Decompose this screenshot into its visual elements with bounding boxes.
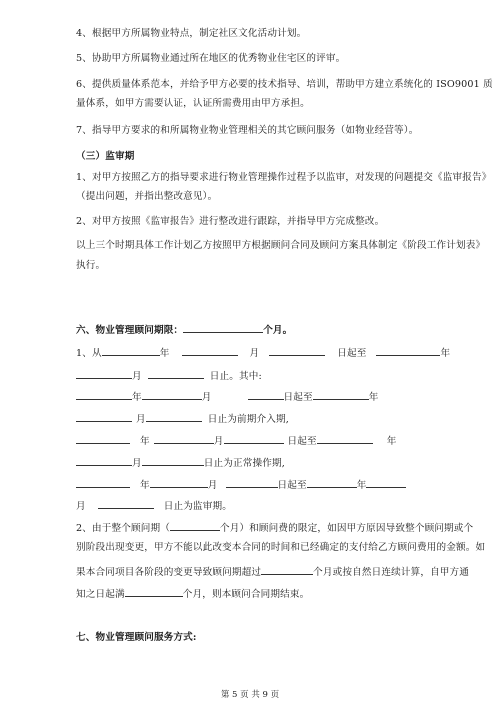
date-row-7: 年 月 日起至 年 — [76, 476, 406, 493]
item-4: 4、根据甲方所属物业特点，制定社区文化活动计划。 — [76, 28, 307, 39]
term-months-blank[interactable] — [183, 321, 263, 333]
item-7: 7、指导甲方要求的和所属物业物业管理相关的其它顾问服务（如物业经营等）。 — [76, 125, 419, 136]
blank[interactable] — [142, 388, 202, 400]
date-row-8: 月 日止为监审期。 — [76, 497, 232, 514]
blank[interactable] — [125, 585, 183, 597]
blank[interactable] — [76, 432, 130, 444]
heading-audit-period: （三）监审期 — [76, 151, 135, 162]
section-6-unit: 个月。 — [263, 325, 293, 336]
blank[interactable] — [102, 344, 160, 356]
term-change-1: 2、由于整个顾问期（ 个月）和顾问费的限定，如因甲方原因导致整个顾问期或个 — [76, 519, 473, 536]
date-row-4: 月 日止为前期介入期, — [76, 410, 289, 427]
audit-item-1-cont: （提出问题，并指出整改意见）。 — [76, 191, 218, 202]
blank[interactable] — [261, 563, 313, 575]
blank[interactable] — [76, 476, 130, 488]
blank[interactable] — [317, 432, 373, 444]
blank[interactable] — [76, 388, 132, 400]
date-row-6: 月 日止为正常操作期, — [76, 454, 285, 471]
plan-note-cont: 执行。 — [76, 260, 106, 271]
blank[interactable] — [248, 388, 284, 400]
blank[interactable] — [148, 367, 204, 379]
blank[interactable] — [269, 344, 325, 356]
blank[interactable] — [76, 367, 132, 379]
item-6-cont: 量体系，如甲方需要认证，认证所需费用由甲方承担。 — [76, 98, 310, 109]
date-row-2: 月 日止。其中: — [76, 367, 262, 384]
date-row-5: 年 月 日起至 年 — [76, 432, 396, 449]
blank[interactable] — [154, 432, 214, 444]
section-6-title — [76, 321, 292, 338]
item-6: 6、提供质量体系范本，并给予甲方必要的技术指导、培训，帮助甲方建立系统化的 ISO9001 质 — [76, 79, 493, 90]
section-6-label: 六、物业管理顾问期限： — [76, 325, 184, 336]
blank[interactable] — [76, 410, 132, 422]
blank[interactable] — [142, 454, 204, 466]
blank[interactable] — [98, 497, 154, 509]
term-change-4: 知之日起满 个月，则本顾问合同期结束。 — [76, 585, 309, 602]
item-5: 5、协助甲方所属物业通过所在地区的优秀物业住宅区的评审。 — [76, 53, 346, 64]
blank[interactable] — [224, 432, 284, 444]
blank[interactable] — [76, 454, 132, 466]
audit-item-1: 1、对甲方按照乙方的指导要求进行物业管理操作过程予以监审，对发现的问题提交《监审报告》 — [76, 172, 492, 183]
blank[interactable] — [150, 476, 208, 488]
blank[interactable] — [170, 519, 220, 531]
date-row-1: 1、从 年 月 日起至 年 — [76, 344, 450, 361]
blank[interactable] — [307, 476, 357, 488]
section-7-title: 七、物业管理顾问服务方式: — [76, 632, 197, 643]
blank[interactable] — [182, 344, 238, 356]
blank[interactable] — [226, 476, 278, 488]
term-change-3: 果本合同项目各阶段的变更导致顾问期超过 个月或按自然日连续计算，自甲方通 — [76, 563, 469, 580]
blank[interactable] — [376, 344, 440, 356]
audit-item-2: 2、对甲方按照《监审报告》进行整改进行跟踪，并指导甲方完成整改。 — [76, 216, 385, 227]
blank[interactable] — [313, 388, 369, 400]
blank[interactable] — [146, 410, 202, 422]
term-change-2: 别阶段出现变更，甲方不能以此改变本合同的时间和已经确定的支付给乙方顾问费用的金额。如 — [76, 542, 486, 553]
page-number: 第 5 页 共 9 页 — [220, 690, 280, 700]
blank[interactable] — [366, 476, 406, 488]
plan-note: 以上三个时期具体工作计划乙方按照甲方根据顾问合同及顾问方案具体制定《阶段工作计划表》 — [76, 240, 486, 251]
date-row-3: 年 月 日起至 年 — [76, 388, 378, 405]
